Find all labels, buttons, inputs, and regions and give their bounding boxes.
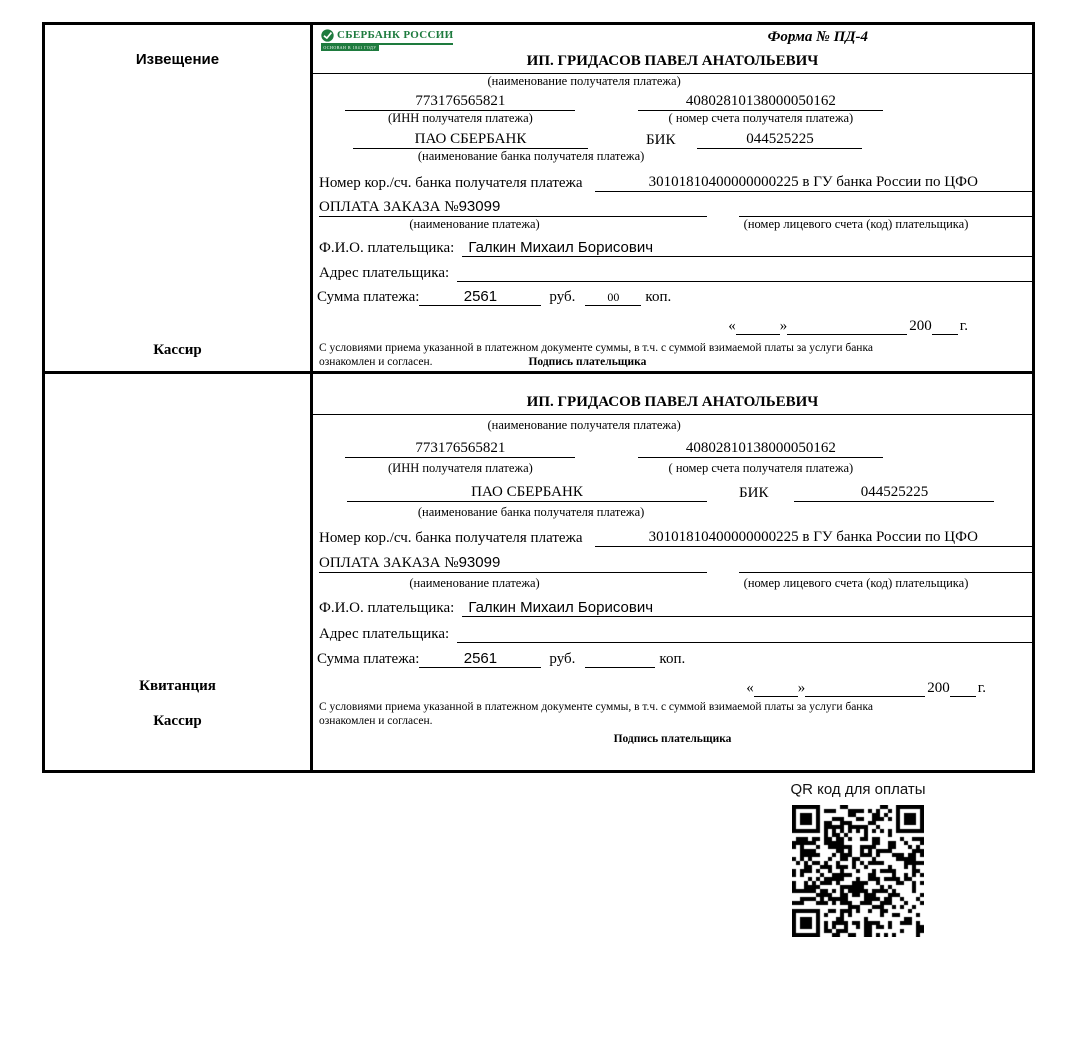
bik-label: БИК: [646, 132, 676, 148]
payer-address-value: [457, 642, 1032, 643]
payee-name: ИП. ГРИДАСОВ ПАВЕЛ АНАТОЛЬЕВИЧ: [526, 53, 819, 69]
kop-label: коп.: [659, 651, 686, 667]
year-suffix: г.: [977, 680, 986, 696]
rub-label: руб.: [549, 651, 576, 667]
corr-account-value: 30101810400000000225 в ГУ банка России по ЦФО: [595, 174, 1032, 192]
payer-name-label: Ф.И.О. плательщика:: [319, 240, 455, 256]
payee-name-caption: (наименование получателя платежа): [487, 418, 681, 432]
agreement-line2: ознакомлен и согласен.: [319, 715, 433, 728]
date-line: [313, 310, 968, 335]
notice-right-column: [313, 25, 1032, 371]
cashier-label: Кассир: [153, 713, 202, 729]
agreement-line2: ознакомлен и согласен.: [319, 356, 433, 369]
notice-left-column: [45, 25, 313, 371]
payee-inn: 773176565821: [345, 93, 575, 111]
account-caption: ( номер счета получателя платежа): [668, 111, 854, 125]
personal-account-caption: (номер лицевого счета (код) плательщика): [743, 576, 969, 590]
rub-label: руб.: [549, 289, 576, 305]
payer-name-value: Галкин Михаил Борисович: [462, 599, 1032, 617]
payee-account: 40802810138000050162: [638, 93, 883, 111]
corr-account-value: 30101810400000000225 в ГУ банка России по ЦФО: [595, 529, 1032, 547]
payee-name: ИП. ГРИДАСОВ ПАВЕЛ АНАТОЛЬЕВИЧ: [526, 394, 819, 410]
payer-address-label: Адрес плательщика:: [319, 265, 450, 281]
pd4-form: [42, 22, 1035, 773]
agreement-line1: С условиями приема указанной в платежном документе суммы, в т.ч. с суммой взимаемой платы за услуги банка: [319, 342, 873, 354]
agreement-line1: С условиями приема указанной в платежном документе суммы, в т.ч. с суммой взимаемой платы за услуги банка: [319, 701, 873, 713]
bik-value: 044525225: [697, 131, 862, 149]
divider-line: [313, 414, 1032, 415]
payer-name-value: Галкин Михаил Борисович: [462, 239, 1032, 257]
year-suffix: г.: [959, 318, 968, 334]
inn-caption: (ИНН получателя платежа): [388, 111, 533, 125]
amount-rubles: 2561: [419, 288, 541, 306]
signature-label: Подпись плательщика: [613, 732, 732, 745]
receipt-section: [45, 374, 1032, 770]
bik-label: БИК: [739, 485, 769, 501]
kop-label: коп.: [645, 289, 672, 305]
bank-name-caption: (наименование банка получателя платежа): [417, 149, 645, 163]
personal-account-blank: [739, 572, 1032, 573]
personal-account-caption: (номер лицевого счета (код) плательщика): [743, 217, 969, 231]
payee-name-caption: (наименование получателя платежа): [487, 74, 681, 88]
inn-caption: (ИНН получателя платежа): [388, 461, 533, 475]
sberbank-icon: [321, 29, 334, 42]
payment-name-caption: (наименование платежа): [409, 576, 540, 590]
amount-rubles: 2561: [419, 650, 541, 668]
sberbank-tagline: ОСНОВАН В 1841 ГОДУ: [321, 45, 379, 51]
date-day-blank: [754, 696, 798, 697]
signature-label: Подпись плательщика: [528, 356, 647, 369]
payment-name-prefix: ОПЛАТА ЗАКАЗА №: [319, 555, 459, 571]
notice-section: [45, 25, 1032, 374]
amount-kopecks: [585, 667, 655, 668]
quote-open: «: [728, 318, 736, 334]
payment-name: [319, 554, 707, 573]
corr-account-label: Номер кор./сч. банка получателя платежа: [319, 530, 583, 546]
date-year-blank: [950, 696, 976, 697]
payment-name-prefix: ОПЛАТА ЗАКАЗА №: [319, 199, 459, 215]
payment-name: [319, 198, 707, 217]
cashier-label: Кассир: [153, 342, 202, 358]
sberbank-logo: [321, 29, 453, 51]
receipt-right-column: [313, 374, 1032, 770]
bank-name-caption: (наименование банка получателя платежа): [417, 505, 645, 519]
sberbank-wordmark: СБЕРБАНК РОССИИ: [337, 29, 454, 41]
receipt-label: Квитанция: [139, 678, 216, 694]
date-line: [313, 672, 986, 697]
quote-close: »: [797, 680, 806, 696]
payer-address-value: [457, 281, 1032, 282]
form-number: Форма № ПД-4: [767, 29, 868, 45]
bik-value: 044525225: [794, 484, 994, 502]
qr-label: QR код для оплаты: [790, 781, 926, 798]
date-day-blank: [736, 334, 780, 335]
date-month-blank: [805, 696, 925, 697]
notice-label: Извещение: [135, 51, 220, 68]
quote-open: «: [746, 680, 754, 696]
year-prefix: 200: [927, 680, 950, 696]
amount-kopecks: 00: [585, 290, 641, 306]
order-number: 93099: [458, 554, 501, 571]
quote-close: »: [779, 318, 788, 334]
account-caption: ( номер счета получателя платежа): [668, 461, 854, 475]
payer-address-label: Адрес плательщика:: [319, 626, 450, 642]
agreement-text: [313, 341, 1032, 370]
payment-name-caption: (наименование платежа): [409, 217, 540, 231]
agreement-text: [313, 700, 1032, 729]
bank-name: ПАО СБЕРБАНК: [347, 484, 707, 502]
receipt-left-column: [45, 374, 313, 770]
year-prefix: 200: [909, 318, 932, 334]
date-year-blank: [932, 334, 958, 335]
date-month-blank: [787, 334, 907, 335]
qr-block: [770, 781, 946, 937]
amount-label: Сумма платежа:: [317, 651, 420, 667]
corr-account-label: Номер кор./сч. банка получателя платежа: [319, 175, 583, 191]
payee-account: 40802810138000050162: [638, 440, 883, 458]
order-number: 93099: [458, 198, 501, 215]
qr-code: [792, 805, 924, 937]
payee-inn: 773176565821: [345, 440, 575, 458]
payer-name-label: Ф.И.О. плательщика:: [319, 600, 455, 616]
amount-label: Сумма платежа:: [317, 289, 420, 305]
bank-name: ПАО СБЕРБАНК: [353, 131, 588, 149]
